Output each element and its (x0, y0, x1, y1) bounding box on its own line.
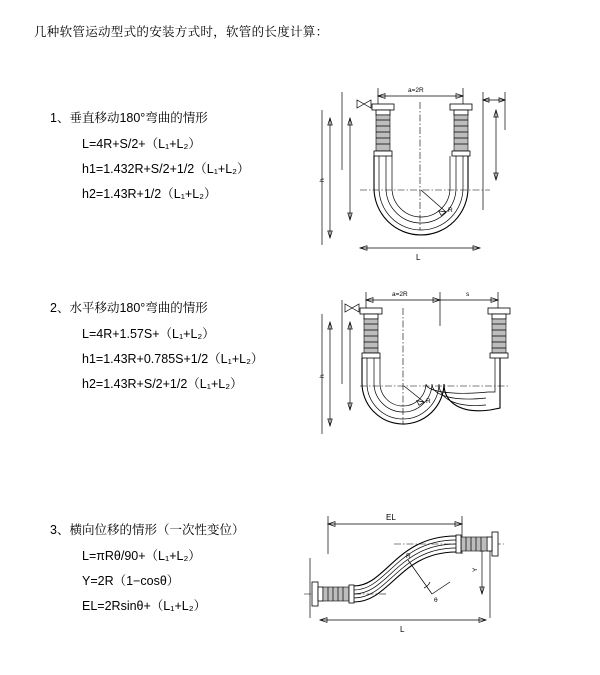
figure-vertical-180-bend (300, 70, 520, 270)
formula: L=πRθ/90+（L₁+L₂） (82, 549, 201, 563)
page-title: 几种软管运动型式的安装方式时，软管的长度计算： (34, 25, 329, 39)
formula: EL=2Rsinθ+（L₁+L₂） (82, 599, 207, 613)
formula: L=4R+1.57S+（L₁+L₂） (82, 327, 215, 341)
formula: h1=1.432R+S/2+1/2（L₁+L₂） (82, 162, 250, 176)
svg-text:h: h (319, 374, 326, 378)
svg-text:s: s (466, 291, 470, 298)
svg-text:EL: EL (386, 513, 396, 522)
svg-text:Y: Y (472, 567, 479, 572)
section-2-formulas (82, 322, 263, 397)
section-3-heading: 3、横向位移的情形（一次性变位） (50, 523, 245, 537)
svg-text:θ: θ (434, 597, 438, 604)
svg-text:R: R (426, 398, 431, 405)
svg-text:h: h (319, 178, 326, 182)
section-1-heading: 1、垂直移动180°弯曲的情形 (50, 111, 208, 125)
section-2-heading: 2、水平移动180°弯曲的情形 (50, 301, 208, 315)
formula: h2=1.43R+S/2+1/2（L₁+L₂） (82, 377, 243, 391)
svg-text:a=2R: a=2R (392, 291, 408, 298)
section-3-formulas (82, 544, 206, 619)
formula: L=4R+S/2+（L₁+L₂） (82, 137, 201, 151)
figure-lateral-offset (290, 498, 520, 638)
svg-text:L: L (416, 253, 421, 262)
svg-text:R: R (406, 553, 411, 560)
figure-horizontal-180-bend (300, 274, 520, 464)
formula: h1=1.43R+0.785S+1/2（L₁+L₂） (82, 352, 264, 366)
section-1-formulas (82, 132, 250, 207)
svg-text:R: R (448, 207, 453, 214)
svg-text:L: L (400, 625, 405, 634)
formula: Y=2R（1−cosθ） (82, 574, 180, 588)
formula: h2=1.43R+1/2（L₁+L₂） (82, 187, 217, 201)
svg-text:a=2R: a=2R (408, 87, 424, 94)
